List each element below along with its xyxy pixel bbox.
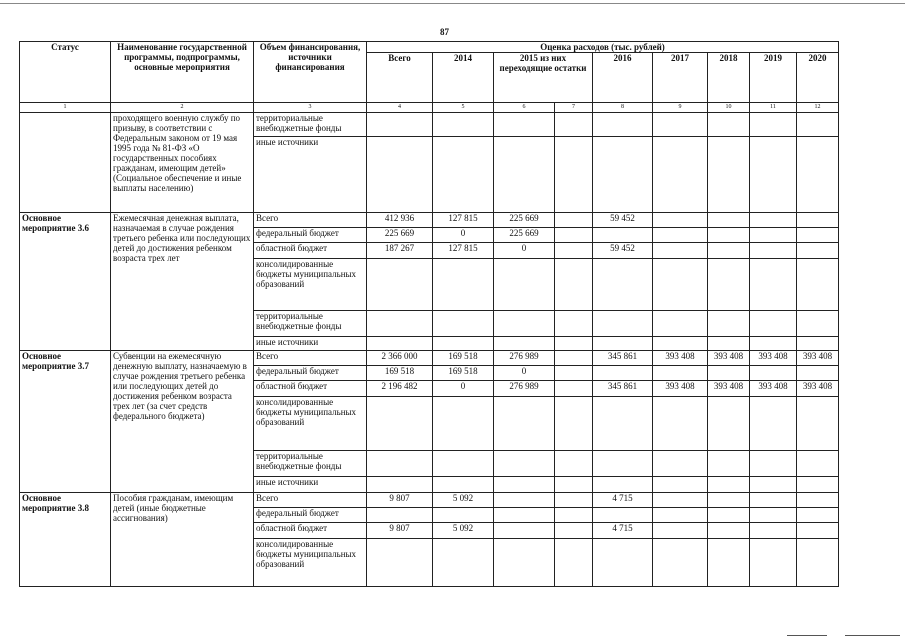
header-2016: 2016 (593, 53, 653, 103)
source-other: иные источники (254, 477, 367, 493)
value-cell (653, 228, 708, 243)
value-cell (708, 243, 750, 259)
value-cell (653, 523, 708, 539)
table-row (20, 213, 839, 228)
status-cell (20, 113, 111, 213)
value-cell: 412 936 (367, 213, 433, 228)
source-total: Всего (254, 493, 367, 508)
value-cell: 127 815 (433, 243, 494, 259)
status-cell: Основное мероприятие 3.8 (20, 493, 111, 587)
measure-name: Ежемесячная денежная выплата, назначаемая в случае рождения третьего ребенка или последующих детей до достижения ребенком возраста трех лет (111, 213, 254, 351)
scan-mark (845, 635, 900, 636)
header-estimate: Оценка расходов (тыс. рублей) (367, 42, 839, 53)
expenditure-table (19, 41, 839, 587)
table-row (20, 493, 839, 508)
value-cell (750, 213, 797, 228)
source-federal: федеральный бюджет (254, 228, 367, 243)
value-cell (708, 523, 750, 539)
value-cell: 345 861 (593, 381, 653, 397)
value-cell (797, 213, 839, 228)
value-cell (797, 523, 839, 539)
value-cell: 0 (494, 366, 555, 381)
measure-name: Субвенции на ежемесячную денежную выплату, назначаемую в случае рождения третьего ребенка или последующих детей до достижения ребенком возраста трех лет (за счет средств федерального бюджета) (111, 351, 254, 493)
value-cell: 393 408 (653, 351, 708, 366)
value-cell: 225 669 (494, 228, 555, 243)
value-cell: 2 196 482 (367, 381, 433, 397)
value-cell: 276 989 (494, 351, 555, 366)
value-cell: 169 518 (433, 351, 494, 366)
status-cell: Основное мероприятие 3.7 (20, 351, 111, 493)
value-cell: 5 092 (433, 523, 494, 539)
value-cell: 59 452 (593, 243, 653, 259)
value-cell (653, 243, 708, 259)
value-cell (555, 381, 593, 397)
value-cell (593, 366, 653, 381)
value-cell (555, 228, 593, 243)
header-2017: 2017 (653, 53, 708, 103)
column-number: 7 (555, 103, 593, 113)
value-cell (797, 366, 839, 381)
value-cell: 276 989 (494, 381, 555, 397)
value-cell: 225 669 (367, 228, 433, 243)
value-cell: 0 (433, 228, 494, 243)
value-cell (750, 243, 797, 259)
header-volume: Объем финансирования, источники финансирования (254, 42, 367, 103)
value-cell: 345 861 (593, 351, 653, 366)
header-name: Наименование государственной программы, подпрограммы, основные мероприятия (111, 42, 254, 103)
column-number: 8 (593, 103, 653, 113)
column-number: 5 (433, 103, 494, 113)
header-2015: 2015 из них переходящие остатки (494, 53, 593, 103)
value-cell: 0 (433, 381, 494, 397)
column-numbers-row (20, 103, 839, 113)
page-number: 87 (440, 27, 449, 37)
column-number: 12 (797, 103, 839, 113)
column-number: 3 (254, 103, 367, 113)
source-regional: областной бюджет (254, 243, 367, 259)
header-2020: 2020 (797, 53, 839, 103)
source-territorial: территориальные внебюджетные фонды (254, 311, 367, 337)
value-cell (750, 366, 797, 381)
source-municipal: консолидированные бюджеты муниципальных образований (254, 259, 367, 311)
header-status: Статус (20, 42, 111, 103)
value-cell (593, 228, 653, 243)
value-cell (797, 493, 839, 508)
value-cell (750, 228, 797, 243)
value-cell (708, 493, 750, 508)
value-cell (653, 366, 708, 381)
measure-name: Пособия гражданам, имеющим детей (иные бюджетные ассигнования) (111, 493, 254, 587)
source-federal: федеральный бюджет (254, 366, 367, 381)
value-cell (555, 493, 593, 508)
value-cell (494, 493, 555, 508)
column-number: 1 (20, 103, 111, 113)
value-cell (555, 523, 593, 539)
value-cell: 9 807 (367, 493, 433, 508)
source-other: иные источники (254, 337, 367, 351)
value-cell: 393 408 (797, 381, 839, 397)
value-cell: 169 518 (367, 366, 433, 381)
measure-name: проходящего военную службу по призыву, в соответствии с Федеральным законом от 19 мая 1995 года № 81-ФЗ «О государственных пособиях гражданам, имеющим детей» (Социальное обеспечение и иные выплаты населению) (111, 113, 254, 213)
header-2018: 2018 (708, 53, 750, 103)
value-cell: 393 408 (708, 381, 750, 397)
value-cell (797, 228, 839, 243)
source-other: иные источники (254, 137, 367, 213)
value-cell: 59 452 (593, 213, 653, 228)
scan-mark (787, 635, 827, 636)
column-number: 9 (653, 103, 708, 113)
value-cell: 393 408 (750, 351, 797, 366)
header-2019: 2019 (750, 53, 797, 103)
value-cell: 225 669 (494, 213, 555, 228)
column-number: 11 (750, 103, 797, 113)
table-row (20, 113, 839, 137)
header-total: Всего (367, 53, 433, 103)
column-number: 2 (111, 103, 254, 113)
source-territorial: территориальные внебюджетные фонды (254, 451, 367, 477)
value-cell: 393 408 (708, 351, 750, 366)
source-municipal: консолидированные бюджеты муниципальных образований (254, 539, 367, 587)
source-total: Всего (254, 213, 367, 228)
value-cell: 127 815 (433, 213, 494, 228)
value-cell (494, 523, 555, 539)
value-cell: 2 366 000 (367, 351, 433, 366)
value-cell: 393 408 (797, 351, 839, 366)
value-cell: 4 715 (593, 523, 653, 539)
value-cell (555, 366, 593, 381)
value-cell: 187 267 (367, 243, 433, 259)
value-cell (708, 366, 750, 381)
value-cell: 9 807 (367, 523, 433, 539)
source-federal: федеральный бюджет (254, 508, 367, 523)
value-cell (653, 213, 708, 228)
value-cell: 169 518 (433, 366, 494, 381)
value-cell (797, 243, 839, 259)
column-number: 6 (494, 103, 555, 113)
value-cell (750, 493, 797, 508)
table-row (20, 351, 839, 366)
value-cell (555, 213, 593, 228)
value-cell (708, 213, 750, 228)
value-cell: 393 408 (750, 381, 797, 397)
value-cell: 0 (494, 243, 555, 259)
source-municipal: консолидированные бюджеты муниципальных образований (254, 397, 367, 451)
value-cell (555, 351, 593, 366)
value-cell (708, 228, 750, 243)
source-territorial: территориальные внебюджетные фонды (254, 113, 367, 137)
source-total: Всего (254, 351, 367, 366)
column-number: 10 (708, 103, 750, 113)
top-rule (0, 3, 905, 4)
value-cell (653, 493, 708, 508)
source-regional: областной бюджет (254, 523, 367, 539)
value-cell: 5 092 (433, 493, 494, 508)
status-cell: Основное мероприятие 3.6 (20, 213, 111, 351)
column-number: 4 (367, 103, 433, 113)
header-2014: 2014 (433, 53, 494, 103)
value-cell (750, 523, 797, 539)
source-regional: областной бюджет (254, 381, 367, 397)
value-cell: 393 408 (653, 381, 708, 397)
value-cell: 4 715 (593, 493, 653, 508)
value-cell (555, 243, 593, 259)
